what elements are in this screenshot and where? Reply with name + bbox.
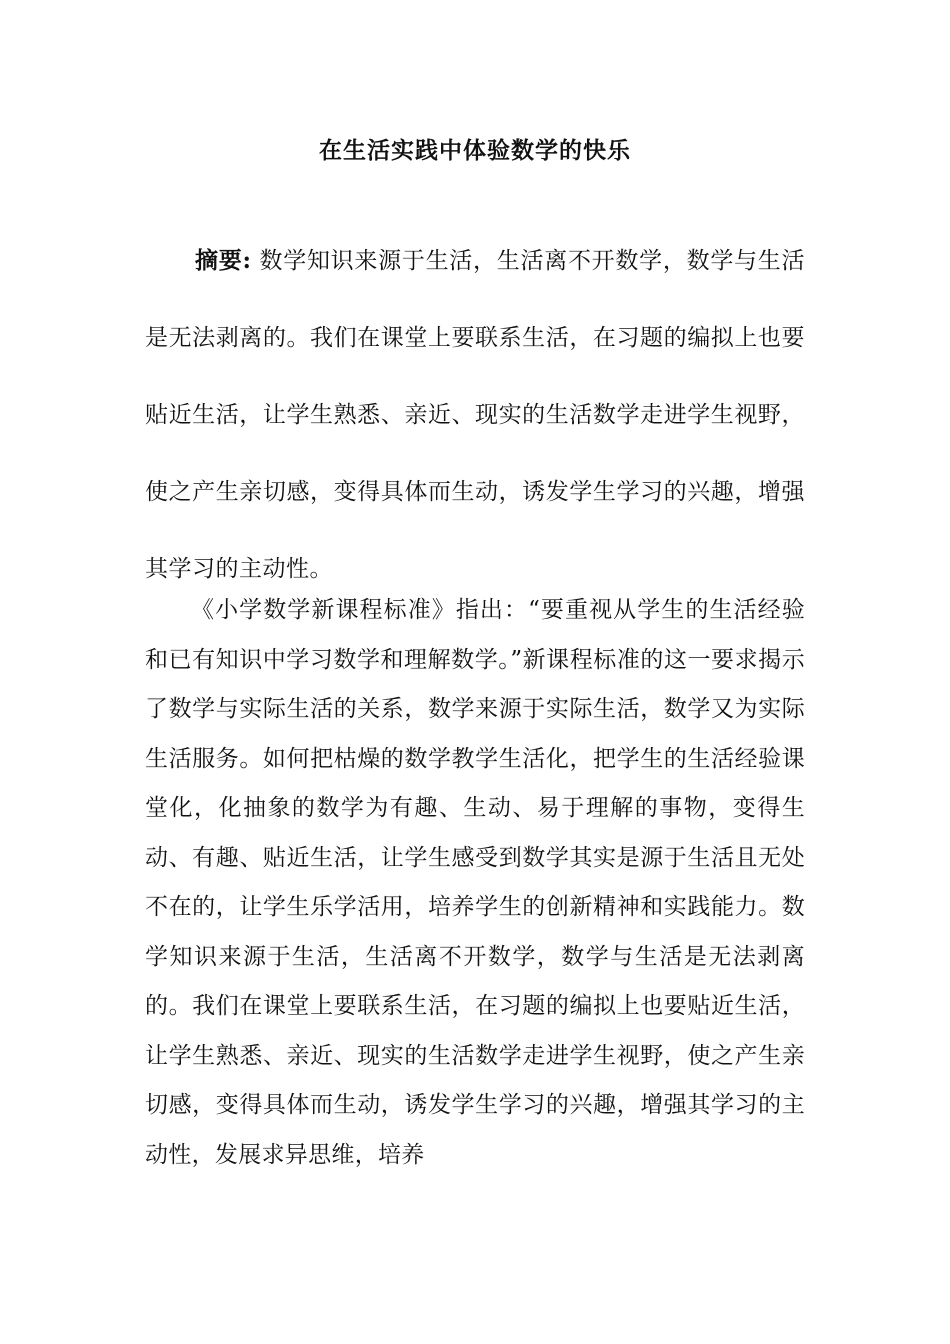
body-paragraph: 《小学数学新课程标准》指出：“要重视从学生的生活经验和已有知识中学习数学和理解数学。”新课程标准的这一要求揭示了数学与实际生活的关系，数学来源于实际生活，数学又为实际生活服务。如何把枯燥的数学教学生活化，把学生的生活经验课堂化，化抽象的数学为有趣、生动、易于理解的事物，变得生动、有趣、贴近生活，让学生感受到数学其实是源于生活且无处不在的，让学生乐学活用，培养学生的创新精神和实践能力。数学知识来源于生活，生活离不开数学，数学与生活是无法剥离的。我们在课堂上要联系生活，在习题的编拟上也要贴近生活，让学生熟悉、亲近、现实的生活数学走进学生视野，使之产生亲切感，变得具体而生动，诱发学生学习的兴趣，增强其学习的主动性，发展求异思维，培养 bbox=[145, 597, 805, 1168]
abstract-label: 摘要: bbox=[195, 247, 252, 274]
abstract-text: 数学知识来源于生活，生活离不开数学，数学与生活是无法剥离的。我们在课堂上要联系生活，在习题的编拟上也要贴近生活，让学生熟悉、亲近、现实的生活数学走进学生视野，使之产生亲切感，变得具体而生动，诱发学生学习的兴趣，增强其学习的主动性。 bbox=[145, 248, 805, 582]
document-title: 在生活实践中体验数学的快乐 bbox=[319, 138, 631, 164]
abstract-paragraph bbox=[145, 222, 805, 608]
